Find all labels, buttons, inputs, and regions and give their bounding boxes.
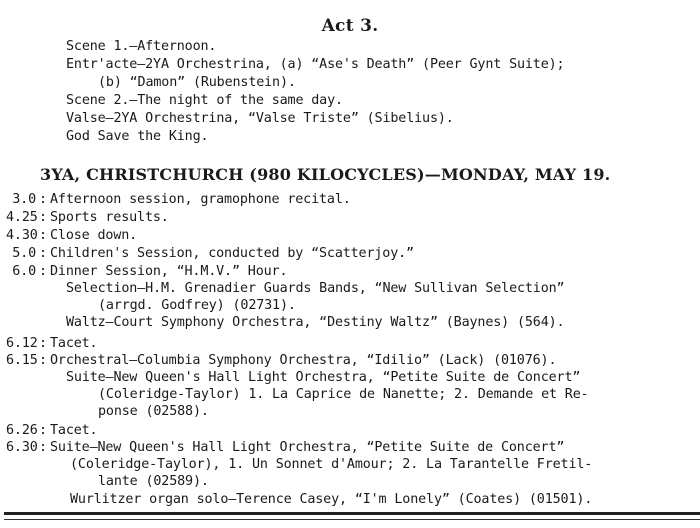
bottom-rule-thick bbox=[4, 512, 700, 515]
entry-separator: : bbox=[39, 210, 47, 225]
schedule-entry bbox=[6, 335, 97, 353]
act-line: Scene 2.—The night of the same day. bbox=[66, 93, 343, 108]
schedule-entry bbox=[6, 209, 169, 227]
schedule-entry bbox=[6, 352, 556, 370]
entry-text: Suite—New Queen's Hall Light Orchestra, “Petite Suite de Concert” bbox=[50, 440, 565, 455]
entry-text: Close down. bbox=[50, 228, 138, 243]
entry-time: 6.30 bbox=[6, 440, 38, 455]
act-line: God Save the King. bbox=[66, 129, 209, 144]
entry-time: 5.0 bbox=[12, 246, 36, 261]
schedule-continuation: Wurlitzer organ solo—Terence Casey, “I'm Lonely” (Coates) (01501). bbox=[70, 492, 593, 507]
act-line: Entr'acte—2YA Orchestrina, (a) “Ase's Death” (Peer Gynt Suite); bbox=[66, 57, 565, 72]
entry-time: 6.0 bbox=[12, 264, 36, 279]
act-line: Valse—2YA Orchestrina, “Valse Triste” (Sibelius). bbox=[66, 111, 454, 126]
schedule-entry bbox=[6, 245, 414, 263]
schedule-continuation: lante (02589). bbox=[98, 474, 209, 489]
entry-time: 4.30 bbox=[6, 228, 38, 243]
entry-separator: : bbox=[39, 246, 47, 261]
entry-text: Dinner Session, “H.M.V.” Hour. bbox=[50, 264, 288, 279]
act-title: Act 3. bbox=[321, 16, 379, 36]
schedule-continuation: Suite—New Queen's Hall Light Orchestra, “Petite Suite de Concert” bbox=[66, 370, 581, 385]
schedule-continuation: Selection—H.M. Grenadier Guards Bands, “New Sullivan Selection” bbox=[66, 281, 565, 296]
entry-text: Tacet. bbox=[50, 336, 98, 351]
station-heading: 3YA, CHRISTCHURCH (980 KILOCYCLES)—MONDAY, MAY 19. bbox=[40, 165, 611, 184]
entry-separator: : bbox=[39, 192, 47, 207]
schedule-continuation: Waltz—Court Symphony Orchestra, “Destiny Waltz” (Baynes) (564). bbox=[66, 315, 565, 330]
schedule-continuation: (arrgd. Godfrey) (02731). bbox=[98, 298, 296, 313]
bottom-rule-thin bbox=[4, 519, 700, 520]
schedule-entry bbox=[6, 263, 287, 281]
schedule-entry bbox=[6, 191, 351, 209]
entry-text: Children's Session, conducted by “Scatterjoy.” bbox=[50, 246, 414, 261]
schedule-entry bbox=[6, 227, 137, 245]
entry-separator: : bbox=[39, 353, 47, 368]
entry-text: Orchestral—Columbia Symphony Orchestra, “Idilio” (Lack) (01076). bbox=[50, 353, 557, 368]
entry-text: Afternoon session, gramophone recital. bbox=[50, 192, 351, 207]
entry-time: 6.26 bbox=[6, 423, 38, 438]
entry-separator: : bbox=[39, 440, 47, 455]
entry-text: Sports results. bbox=[50, 210, 169, 225]
schedule-continuation: ponse (02588). bbox=[98, 404, 209, 419]
entry-separator: : bbox=[39, 264, 47, 279]
entry-separator: : bbox=[39, 423, 47, 438]
schedule-entry bbox=[6, 439, 564, 457]
schedule-continuation: (Coleridge-Taylor) 1. La Caprice de Nanette; 2. Demande et Re- bbox=[98, 387, 589, 402]
entry-separator: : bbox=[39, 228, 47, 243]
entry-time: 4.25 bbox=[6, 210, 38, 225]
entry-text: Tacet. bbox=[50, 423, 98, 438]
act-line: (b) “Damon” (Rubenstein). bbox=[98, 75, 296, 90]
entry-separator: : bbox=[39, 336, 47, 351]
entry-time: 3.0 bbox=[12, 192, 36, 207]
entry-time: 6.15 bbox=[6, 353, 38, 368]
schedule-continuation: (Coleridge-Taylor), 1. Un Sonnet d'Amour; 2. La Tarantelle Fretil- bbox=[70, 457, 593, 472]
act-line: Scene 1.—Afternoon. bbox=[66, 39, 217, 54]
schedule-entry bbox=[6, 422, 97, 440]
entry-time: 6.12 bbox=[6, 336, 38, 351]
